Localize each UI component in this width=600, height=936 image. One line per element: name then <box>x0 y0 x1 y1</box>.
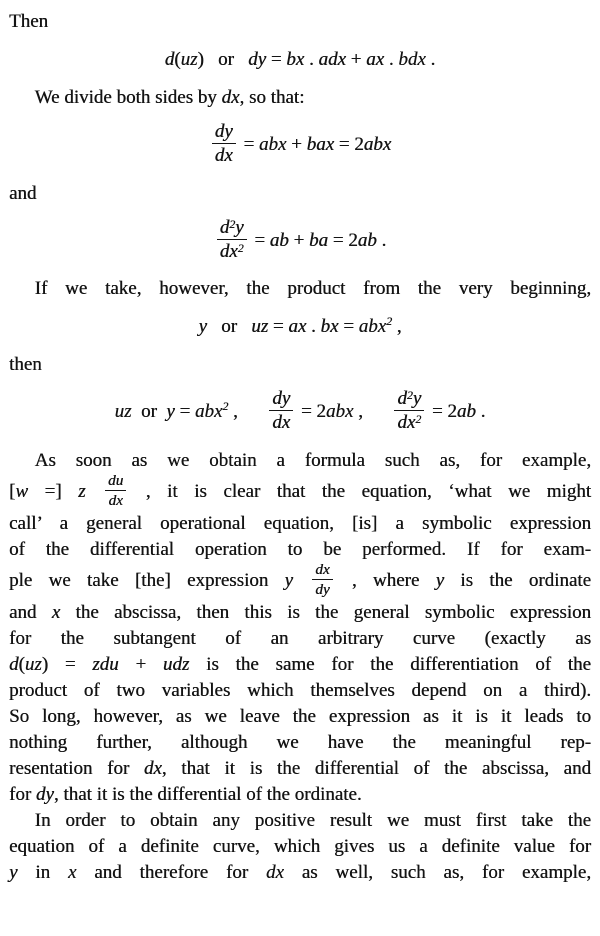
math-text-run: dx <box>272 412 291 434</box>
text-line <box>9 471 591 511</box>
fraction-denominator <box>269 411 293 433</box>
math-fraction <box>394 388 424 434</box>
math-text-run: du <box>108 471 124 489</box>
equation-line <box>9 123 591 169</box>
math-text-run: y <box>198 316 207 338</box>
text-line <box>9 560 591 600</box>
equation-line <box>9 216 591 265</box>
text-run: + <box>345 49 367 70</box>
math-text-run: dx <box>265 861 284 883</box>
text-run: is the same for the differentiation of the <box>189 653 591 675</box>
fraction-numerator <box>212 121 236 144</box>
text-run: ple we take [the] expression <box>9 569 285 591</box>
fraction-denominator <box>105 491 126 509</box>
math-text-run: dy <box>315 580 330 598</box>
text-run: then <box>9 354 42 376</box>
math-text-run: abx <box>325 401 354 423</box>
text-line <box>9 834 591 860</box>
text-line <box>9 730 591 756</box>
math-text-run: ab <box>456 401 476 423</box>
fraction-numerator <box>394 388 424 411</box>
math-text-run: abx <box>194 401 223 423</box>
text-line <box>9 860 591 886</box>
math-text-run: uz <box>251 316 269 338</box>
text-run: call’ a general operational equation, [is] a symbolic expression <box>9 512 591 534</box>
text-run: 2 <box>386 315 393 329</box>
text-run: ( <box>18 653 25 675</box>
text-run: + <box>288 229 310 251</box>
math-text-run: ax <box>366 49 385 70</box>
text-line <box>9 181 591 207</box>
math-text-run: uz <box>114 401 132 423</box>
math-text-run: ab <box>269 229 289 251</box>
text-run: =] <box>28 480 79 502</box>
math-text-run: dx <box>108 491 123 509</box>
math-text-run: uz <box>180 49 198 70</box>
text-line <box>9 756 591 782</box>
math-text-run: ax <box>288 316 307 338</box>
math-text-run: w <box>15 480 29 502</box>
text-line <box>9 352 591 378</box>
fraction-numerator <box>217 217 247 240</box>
text-run: or <box>203 49 249 70</box>
text-run: , <box>353 401 392 423</box>
text-run: of the differential operation to be performed. If for exam- <box>9 538 591 560</box>
text-line <box>9 600 591 626</box>
text-run: 2 <box>222 400 229 414</box>
equation-line <box>9 390 591 436</box>
text-run: ) = <box>41 653 93 675</box>
text-run: or <box>206 316 252 338</box>
text-run: = <box>338 316 359 338</box>
text-run <box>86 480 103 501</box>
equation-line <box>9 47 591 73</box>
text-line <box>9 85 591 111</box>
math-text-run: adx <box>318 49 346 70</box>
text-run: . <box>384 49 399 70</box>
text-run: = 2 <box>328 229 358 251</box>
text-run: is the ordinate <box>444 569 591 591</box>
math-text-run: dx <box>219 240 238 262</box>
text-run: . <box>376 229 387 251</box>
math-fraction <box>269 388 293 434</box>
text-line <box>9 808 591 834</box>
text-run <box>293 570 309 591</box>
math-text-run: dx <box>397 412 416 434</box>
math-text-run: x <box>67 861 77 883</box>
text-line <box>9 9 591 35</box>
math-text-run: dx <box>214 145 233 167</box>
math-text-run: dx <box>315 560 330 578</box>
math-text-run: bx <box>320 316 339 338</box>
math-text-run: y <box>284 569 293 591</box>
text-run: . <box>475 401 486 423</box>
text-line <box>9 626 591 652</box>
text-run: , it is clear that the equation, ‘what we might <box>129 480 591 502</box>
fraction-numerator <box>269 388 293 411</box>
math-text-run: d <box>9 653 19 675</box>
math-text-run: bdx <box>398 49 426 70</box>
math-text-run: z <box>78 480 86 502</box>
text-run: = 2 <box>296 401 326 423</box>
text-run: = <box>266 49 287 70</box>
math-fraction <box>312 561 332 598</box>
text-run: , <box>228 401 267 423</box>
text-run: 2 <box>406 389 413 403</box>
math-text-run: y <box>9 861 18 883</box>
text-line <box>9 276 591 302</box>
fraction-numerator <box>105 472 126 491</box>
math-text-run: d <box>164 49 175 70</box>
math-text-run: dx <box>221 87 240 108</box>
math-text-run: x <box>51 601 61 623</box>
math-text-run: dy <box>35 783 54 805</box>
text-run: in <box>17 861 68 883</box>
math-text-run: dy <box>214 121 233 142</box>
math-text-run: d <box>397 388 407 410</box>
text-line <box>9 537 591 563</box>
text-run: for the subtangent of an arbitrary curve (exactly as <box>9 627 591 649</box>
fraction-denominator <box>217 240 247 262</box>
text-run: product of two variables which themselves depend on a third). <box>9 679 591 701</box>
text-run: We divide both sides by <box>34 87 222 108</box>
text-run: , <box>392 316 402 338</box>
text-run: . <box>304 49 319 70</box>
math-text-run: abx <box>363 134 392 156</box>
equation-line <box>9 314 591 340</box>
text-run: nothing further, although we have the meaningful rep- <box>9 731 591 753</box>
text-run: = 2 <box>334 134 364 156</box>
text-run: and <box>9 182 37 204</box>
math-text-run: dy <box>248 49 267 70</box>
math-text-run: y <box>412 388 422 410</box>
text-line <box>9 782 591 808</box>
math-text-run: abx <box>358 316 387 338</box>
text-run: = <box>249 229 270 251</box>
text-run: = <box>268 316 289 338</box>
math-text-run: zdu <box>92 653 119 675</box>
math-text-run: ab <box>357 229 377 251</box>
text-run: 2 <box>229 217 236 231</box>
text-run: . <box>425 49 436 70</box>
text-run: ) <box>197 49 204 70</box>
text-run: + <box>286 134 307 156</box>
math-text-run: y <box>435 569 445 591</box>
text-run: resentation for <box>9 757 144 779</box>
text-run: + <box>118 653 163 675</box>
text-run: 2 <box>415 413 422 427</box>
text-run: or <box>131 401 167 423</box>
math-text-run: dy <box>272 388 291 410</box>
text-run: = 2 <box>427 401 457 423</box>
text-run: In order to obtain any positive result we must first take the <box>34 809 591 831</box>
text-run: , where <box>335 569 436 591</box>
text-run: Then <box>9 11 49 32</box>
fraction-denominator <box>312 580 332 598</box>
text-run: = <box>174 401 195 423</box>
math-text-run: y <box>235 216 244 238</box>
text-run: ( <box>174 49 181 70</box>
text-run: and <box>9 601 52 623</box>
text-run: = <box>238 134 259 156</box>
math-fraction <box>217 217 247 263</box>
text-run: If we take, however, the product from the very beginning, <box>34 278 591 300</box>
fraction-denominator <box>394 411 424 433</box>
text-run: 2 <box>237 241 244 255</box>
text-run: , that it is the differential of the abscissa, and <box>161 757 591 779</box>
text-line <box>9 448 591 474</box>
math-text-run: bx <box>286 49 305 70</box>
text-line <box>9 678 591 704</box>
math-text-run: bax <box>306 134 335 156</box>
math-text-run: dx <box>143 757 162 779</box>
text-run: So long, however, as we leave the expression as it is it leads to <box>9 705 591 727</box>
text-line <box>9 704 591 730</box>
math-text-run: uz <box>24 653 42 675</box>
math-text-run: y <box>166 401 175 423</box>
math-text-run: abx <box>258 134 287 156</box>
text-run: , so that: <box>239 87 305 108</box>
text-run: equation of a definite curve, which gives us a definite value for <box>9 835 591 857</box>
math-fraction <box>105 472 126 509</box>
math-text-run: d <box>219 216 230 238</box>
text-line <box>9 652 591 678</box>
text-line <box>9 511 591 537</box>
text-run: , that it is the differential of the ordinate. <box>53 783 362 805</box>
text-run: As soon as we obtain a formula such as, for example, <box>34 449 591 471</box>
text-run: . <box>306 316 321 338</box>
text-run: [ <box>9 480 16 502</box>
math-text-run: ba <box>309 229 329 251</box>
text-run: for <box>9 783 36 805</box>
fraction-numerator <box>312 561 332 580</box>
text-run: and therefore for <box>76 861 266 883</box>
fraction-denominator <box>212 144 236 166</box>
math-text-run: udz <box>162 653 190 675</box>
text-run: as well, such as, for example, <box>283 861 591 883</box>
text-run: the abscissa, then this is the general symbolic expression <box>60 601 592 623</box>
math-fraction <box>212 121 236 167</box>
